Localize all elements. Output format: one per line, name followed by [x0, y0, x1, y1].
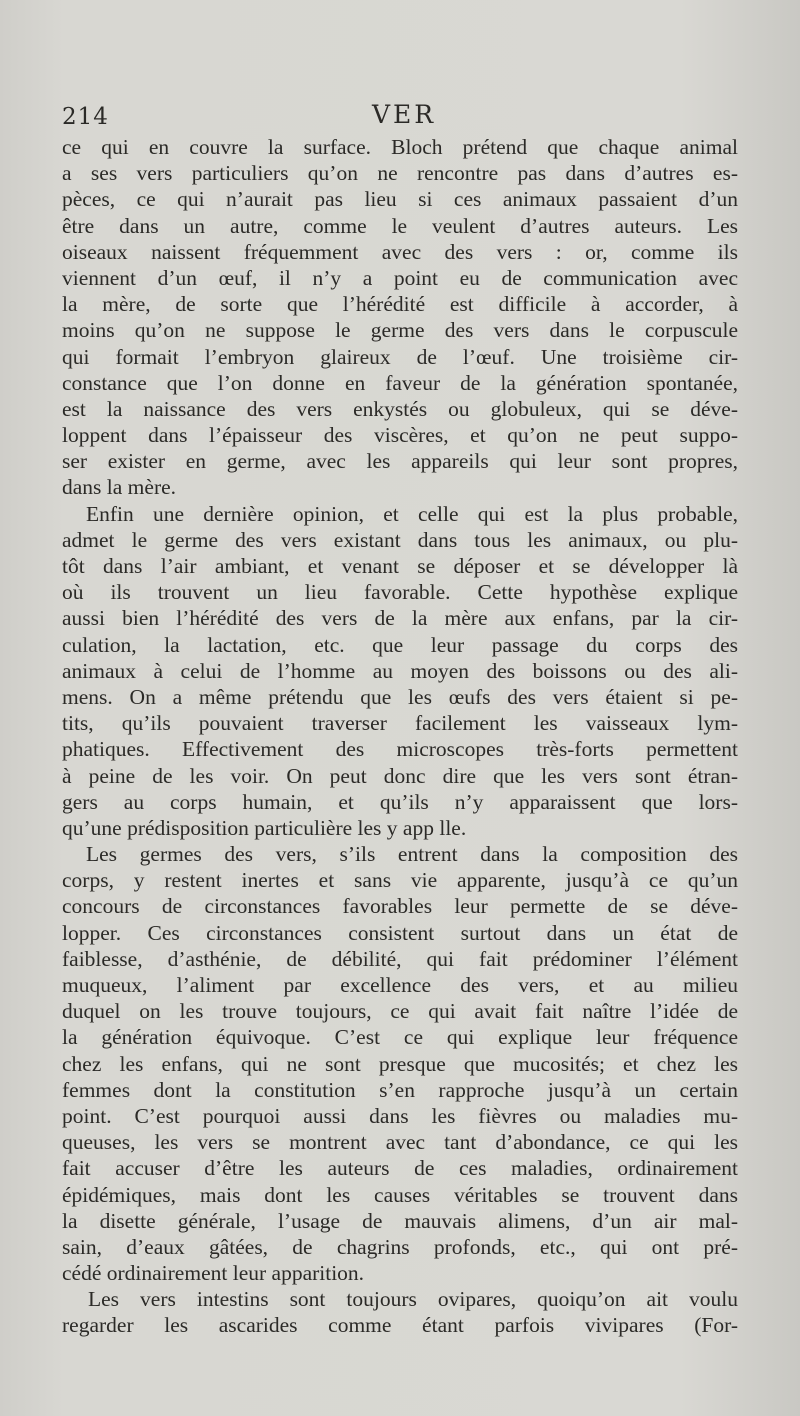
- text-line: être dans un autre, comme le veulent d’autres auteurs. Les: [62, 213, 738, 238]
- text-line: point. C’est pourquoi aussi dans les fièvres ou maladies mu-: [62, 1103, 738, 1128]
- text-line: moins qu’on ne suppose le germe des vers dans le corpuscule: [62, 318, 738, 343]
- text-line: aussi bien l’hérédité des vers de la mère aux enfans, par la cir-: [62, 606, 738, 631]
- text-line: phatiques. Effectivement des microscopes très-forts permettent: [62, 737, 738, 762]
- text-line: qui formait l’embryon glaireux de l’œuf. Une troisième cir-: [62, 344, 738, 369]
- text-line: qu’une prédisposition particulière les y app lle.: [62, 815, 467, 840]
- running-title: VER: [372, 100, 437, 129]
- text-line: tits, qu’ils pouvaient traverser facilement les vaisseaux lym-: [62, 711, 738, 736]
- text-line: chez les enfans, qui ne sont presque que mucosités; et chez les: [62, 1051, 738, 1076]
- text-line: cédé ordinairement leur apparition.: [62, 1261, 365, 1286]
- running-head: [62, 100, 738, 132]
- text-line: muqueux, l’aliment par excellence des vers, et au milieu: [62, 973, 738, 997]
- text-line: pèces, ce qui n’aurait pas lieu si ces animaux passaient d’un: [62, 187, 738, 212]
- text-line: lopper. Ces circonstances consistent surtout dans un état de: [62, 920, 738, 945]
- text-line: la génération équivoque. C’est ce qui explique leur fréquence: [62, 1025, 738, 1050]
- paragraph-start-line: Les germes des vers, s’ils entrent dans la composition des: [86, 842, 738, 867]
- text-line: admet le germe des vers existant dans tous les animaux, ou plu-: [62, 527, 738, 552]
- text-line: dans la mère.: [62, 475, 177, 500]
- text-line: ce qui en couvre la surface. Bloch prétend que chaque animal: [62, 135, 738, 159]
- text-line: gers au corps humain, et qu’ils n’y apparaissent que lors-: [62, 789, 738, 814]
- text-line: faiblesse, d’asthénie, de débilité, qui fait prédominer l’élément: [62, 946, 738, 971]
- text-line: la mère, de sorte que l’hérédité est difficile à accorder, à: [62, 292, 738, 317]
- text-line: concours de circonstances favorables leur permette de se déve-: [62, 894, 738, 919]
- text-line: a ses vers particuliers qu’on ne rencontre pas dans d’autres es-: [62, 161, 738, 186]
- text-line: femmes dont la constitution s’en rapproche jusqu’à un certain: [62, 1077, 738, 1102]
- paragraph-start-line: Enfin une dernière opinion, et celle qui est la plus probable,: [86, 501, 738, 526]
- text-line: loppent dans l’épaisseur des viscères, et qu’on ne peut suppo-: [62, 423, 738, 448]
- text-line: oiseaux naissent fréquemment avec des vers : or, comme ils: [62, 239, 738, 264]
- text-line: épidémiques, mais dont les causes véritables se trouvent dans: [62, 1182, 738, 1207]
- text-line: corps, y restent inertes et sans vie apparente, jusqu’à ce qu’un: [62, 868, 738, 893]
- text-line: viennent d’un œuf, il n’y a point eu de communication avec: [62, 265, 738, 290]
- text-line: ser exister en germe, avec les appareils qui leur sont propres,: [62, 449, 738, 474]
- body-text: [62, 134, 738, 1339]
- text-line: constance que l’on donne en faveur de la génération spontanée,: [62, 370, 738, 395]
- text-line: fait accuser d’être les auteurs de ces maladies, ordinairement: [62, 1156, 738, 1181]
- text-line: la disette générale, l’usage de mauvais alimens, d’un air mal-: [62, 1208, 738, 1233]
- page-number: 214: [62, 104, 109, 130]
- text-line: à peine de les voir. On peut donc dire que les vers sont étran-: [62, 763, 738, 788]
- text-line: tôt dans l’air ambiant, et venant se déposer et se développer là: [62, 554, 738, 578]
- text-line: sain, d’eaux gâtées, de chagrins profonds, etc., qui ont pré-: [62, 1234, 738, 1259]
- text-line: culation, la lactation, etc. que leur passage du corps des: [62, 632, 738, 657]
- text-line: où ils trouvent un lieu favorable. Cette hypothèse explique: [62, 580, 738, 605]
- text-line: est la naissance des vers enkystés ou globuleux, qui se déve-: [62, 396, 738, 421]
- text-line: duquel on les trouve toujours, ce qui avait fait naître l’idée de: [62, 999, 738, 1024]
- text-line: regarder les ascarides comme étant parfois vivipares (For-: [62, 1313, 738, 1338]
- text-line: mens. On a même prétendu que les œufs des vers étaient si pe-: [62, 684, 738, 709]
- text-line: queuses, les vers se montrent avec tant d’abondance, ce qui les: [62, 1130, 738, 1155]
- text-line: animaux à celui de l’homme au moyen des boissons ou des ali-: [62, 658, 738, 683]
- paragraph-start-line: Les vers intestins sont toujours ovipares, quoiqu’on ait voulu: [88, 1287, 738, 1312]
